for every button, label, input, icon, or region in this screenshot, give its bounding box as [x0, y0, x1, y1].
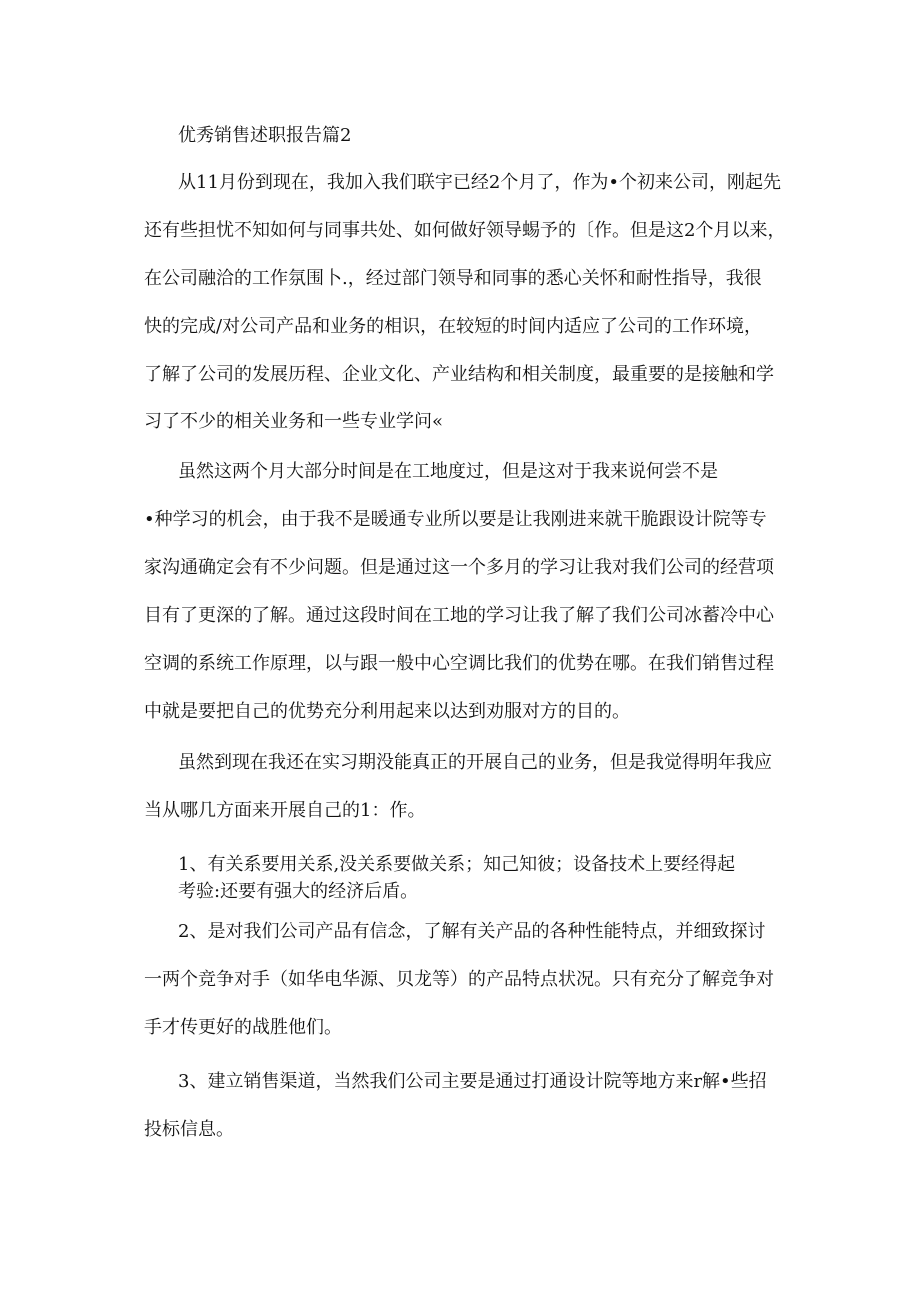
paragraph-1-line-3: 在公司融洽的工作氛围卜.，经过部门领导和同事的悉心关怀和耐性指导，我很	[144, 268, 762, 289]
paragraph-1-line-6: 习了不少的相关业务和一些专业学问«	[144, 411, 444, 432]
paragraph-6-line-2: 投标信息。	[144, 1119, 234, 1140]
paragraph-2-line-1: 虽然这两个月大部分时间是在工地度过，但是这对于我来说何尝不是	[178, 461, 718, 482]
paragraph-4-line-1: 1、有关系要用关系,没关系要做关系；知己知彼；设备技术上要经得起	[178, 854, 736, 875]
paragraph-5-line-1: 2、是对我们公司产品有信念，了解有关产品的各种性能特点，并细致探讨	[178, 921, 766, 942]
paragraph-6-line-1: 3、建立销售渠道，当然我们公司主要是通过打通设计院等地方来r解•些招	[178, 1071, 767, 1092]
paragraph-2-line-3: 家沟通确定会有不少问题。但是通过这一个多月的学习让我对我们公司的经营项	[144, 557, 774, 578]
paragraph-4-line-2: 考验:还要有强大的经济后盾。	[178, 881, 419, 902]
paragraph-5-line-3: 手才传更好的战胜他们。	[144, 1017, 342, 1038]
paragraph-2-line-4: 目有了更深的了解。通过这段时间在工地的学习让我了解了我们公司冰蓄冷中心	[144, 605, 774, 626]
paragraph-1-line-1: 从11月份到现在，我加入我们联宇已经2个月了，作为•个初来公司，刚起先	[178, 172, 781, 193]
paragraph-3-line-1: 虽然到现在我还在实习期没能真正的开展自己的业务，但是我觉得明年我应	[178, 752, 772, 773]
paragraph-2-line-5: 空调的系统工作原理，以与跟一般中心空调比我们的优势在哪。在我们销售过程	[144, 653, 774, 674]
paragraph-2-line-2: •种学习的机会，由于我不是暖通专业所以要是让我刚进来就干脆跟设计院等专	[144, 509, 767, 530]
paragraph-1-line-5: 了解了公司的发展历程、企业文化、产业结构和相关制度，最重要的是接触和学	[144, 364, 774, 385]
paragraph-1-line-2: 还有些担忧不知如何与同事共处、如何做好领导蜴予的〔作。但是这2个月以来，	[144, 220, 786, 241]
paragraph-2-line-6: 中就是要把自己的优势充分利用起来以达到劝服对方的目的。	[144, 701, 630, 722]
paragraph-1-line-4: 快的完成/对公司产品和业务的相识，在较短的时间内适应了公司的工作环境，	[144, 316, 763, 337]
paragraph-5-line-2: 一两个竞争对手（如华电华源、贝龙等）的产品特点状况。只有充分了解竞争对	[144, 969, 774, 990]
document-title: 优秀销售述职报告篇2	[178, 125, 352, 146]
paragraph-3-line-2: 当从哪几方面来开展自己的1：作。	[144, 800, 426, 821]
